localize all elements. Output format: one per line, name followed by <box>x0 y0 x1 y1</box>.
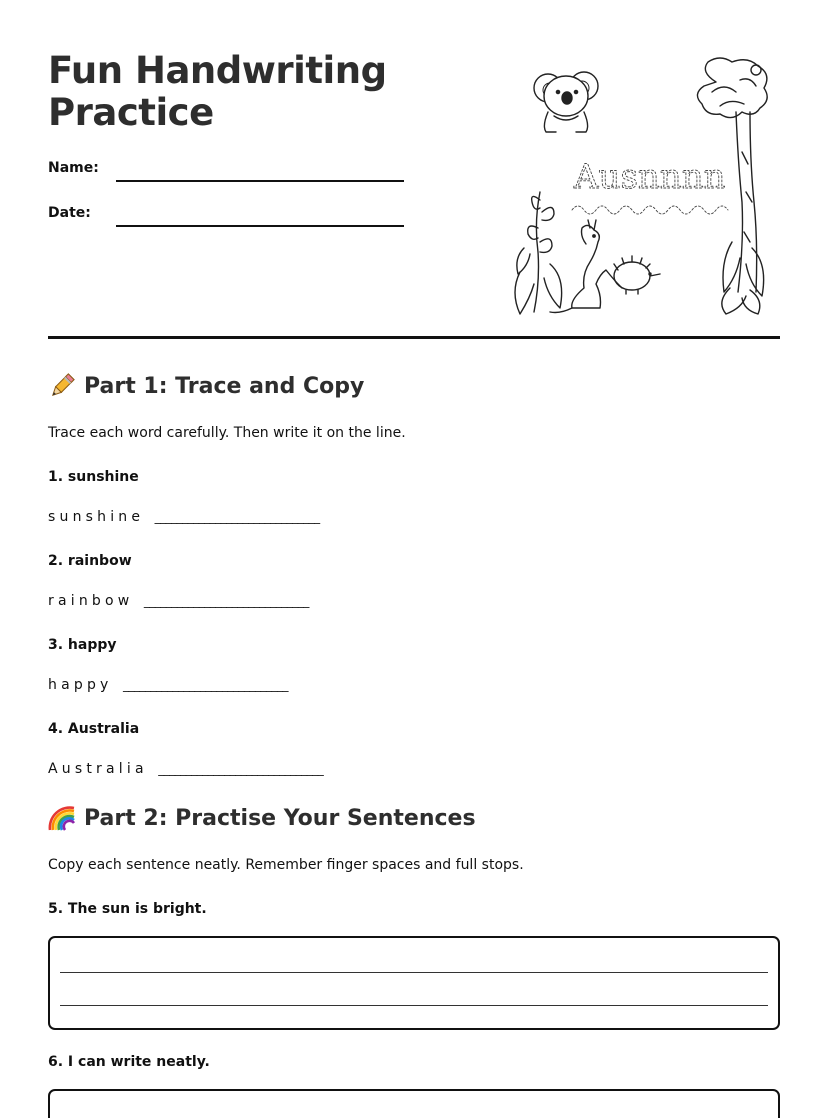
fern-icon <box>515 192 562 314</box>
item-1-label: 1. sunshine <box>48 469 139 485</box>
writing-line <box>60 1005 768 1006</box>
koala-icon <box>534 72 598 132</box>
item-2-label: 2. rainbow <box>48 553 132 569</box>
part2-title <box>48 804 476 832</box>
item-1-answer-line[interactable]: ______________________________ <box>154 510 320 524</box>
page-title-line-1: Fun Handwriting <box>48 49 387 92</box>
item-1-trace-row <box>48 509 320 525</box>
item-6-label: 6. I can write neatly. <box>48 1054 210 1070</box>
part2-title-text: Part 2: Practise Your Sentences <box>84 805 476 831</box>
item-2-trace-row <box>48 593 309 609</box>
part1-instructions: Trace each word carefully. Then write it on the line. <box>48 425 406 441</box>
name-label: Name: <box>48 160 99 176</box>
page-title <box>48 50 468 134</box>
pencil-icon <box>48 372 76 400</box>
part1-title-text: Part 1: Trace and Copy <box>84 373 365 399</box>
item-2-trace-word: rainbow <box>48 593 134 609</box>
page-title-line-2: Practice <box>48 91 214 134</box>
item-3-label: 3. happy <box>48 637 117 653</box>
header-divider <box>48 336 780 339</box>
item-3-trace-word: happy <box>48 677 113 693</box>
part2-instructions: Copy each sentence neatly. Remember finger spaces and full stops. <box>48 857 524 873</box>
bush-icon <box>722 242 764 314</box>
item-4-answer-line[interactable]: ______________________________ <box>158 762 324 776</box>
echidna-icon <box>614 256 660 294</box>
writing-line <box>60 972 768 973</box>
item-5-label: 5. The sun is bright. <box>48 901 207 917</box>
australian-animals-illustration <box>510 52 782 322</box>
rainbow-icon <box>48 804 76 832</box>
item-1-trace-word: sunshine <box>48 509 145 525</box>
item-3-trace-row <box>48 677 288 693</box>
item-5-writing-box[interactable] <box>48 936 780 1030</box>
item-4-trace-word: Australia <box>48 761 148 777</box>
item-4-trace-row <box>48 761 323 777</box>
item-4-label: 4. Australia <box>48 721 140 737</box>
item-6-writing-box[interactable] <box>48 1089 780 1118</box>
item-2-answer-line[interactable]: ______________________________ <box>143 594 309 608</box>
date-field[interactable] <box>116 225 404 227</box>
date-label: Date: <box>48 205 91 221</box>
traced-letters: Ausnnnn <box>574 157 726 197</box>
name-field[interactable] <box>116 180 404 182</box>
part1-title <box>48 372 364 400</box>
item-3-answer-line[interactable]: ______________________________ <box>122 678 288 692</box>
